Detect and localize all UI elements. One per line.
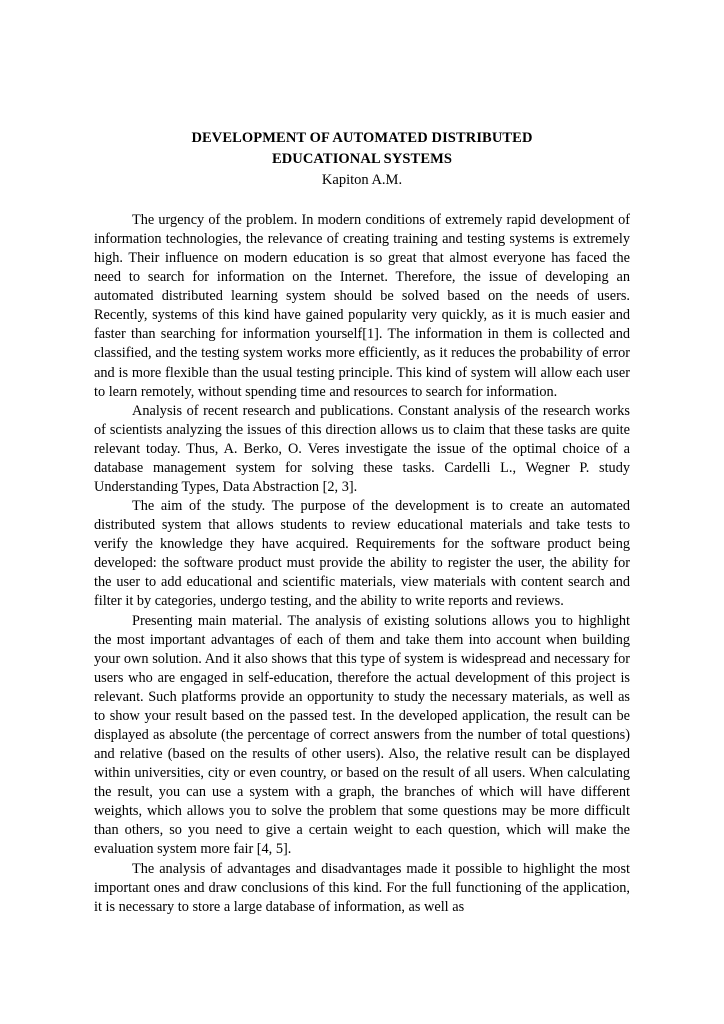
paragraph: The urgency of the problem. In modern conditions of extremely rapid development of information technologies, the relevance of creating training and testing systems is extremely high. Their influence on modern education is so great that almost everyone has faced the need to search for information on the Internet. Therefore, the issue of developing an automated distributed learning system should be solved based on the needs of users. Recently, systems of this kind have gained popularity very quickly, as it is much easier and faster than searching for information yourself[1]. The information in them is collected and classified, and the testing system works more efficiently, as it reduces the probability of error and is more flexible than the usual testing principle. This kind of system will allow each user to learn remotely, without spending time and resources to search for information.	[94, 211, 630, 400]
title-block	[94, 128, 630, 192]
paragraph: The analysis of advantages and disadvantages made it possible to highlight the most important ones and draw conclusions of this kind. For the full functioning of the application, it is necessary to store a large database of information, as well as	[94, 860, 630, 915]
body-text	[94, 211, 630, 917]
paper-author: Kapiton A.M.	[321, 172, 403, 189]
paragraph: The aim of the study. The purpose of the development is to create an automated distributed system that allows students to review educational materials and take tests to verify the knowledge they have acquired. Requirements for the software product being developed: the software product must provide the ability to register the user, the ability for the user to add educational and scientific materials, view materials with content search and filter it by categories, undergo testing, and the ability to write reports and reviews.	[94, 498, 630, 610]
paper-title-line-1: DEVELOPMENT OF AUTOMATED DISTRIBUTED	[191, 130, 533, 146]
paper-title-line-2: EDUCATIONAL SYSTEMS	[271, 150, 453, 167]
paragraph: Analysis of recent research and publications. Constant analysis of the research works of scientists analyzing the issues of this direction allows us to claim that these tasks are quite relevant today. Thus, A. Berko, O. Veres investigate the issue of the optimal choice of a database management system for solving these tasks. Cardelli L., Wegner P. study Understanding Types, Data Abstraction [2, 3].	[94, 402, 630, 495]
paragraph: Presenting main material. The analysis of existing solutions allows you to highlight the most important advantages of each of them and take them into account when building your own solution. And it also shows that this type of system is widespread and necessary for users who are engaged in self-education, therefore the actual development of this project is relevant. Such platforms provide an opportunity to study the necessary materials, as well as to show your result based on the passed test. In the developed application, the result can be displayed as absolute (the percentage of correct answers from the number of total questions) and relative (based on the results of other users). Also, the relative result can be displayed within universities, city or even country, or based on the result of all users. When calculating the result, you can use a system with a graph, the branches of which will have different weights, which allows you to solve the problem that some questions may be more difficult than others, so you need to give a certain weight to each question, which will make the evaluation system more fair [4, 5].	[94, 612, 630, 858]
